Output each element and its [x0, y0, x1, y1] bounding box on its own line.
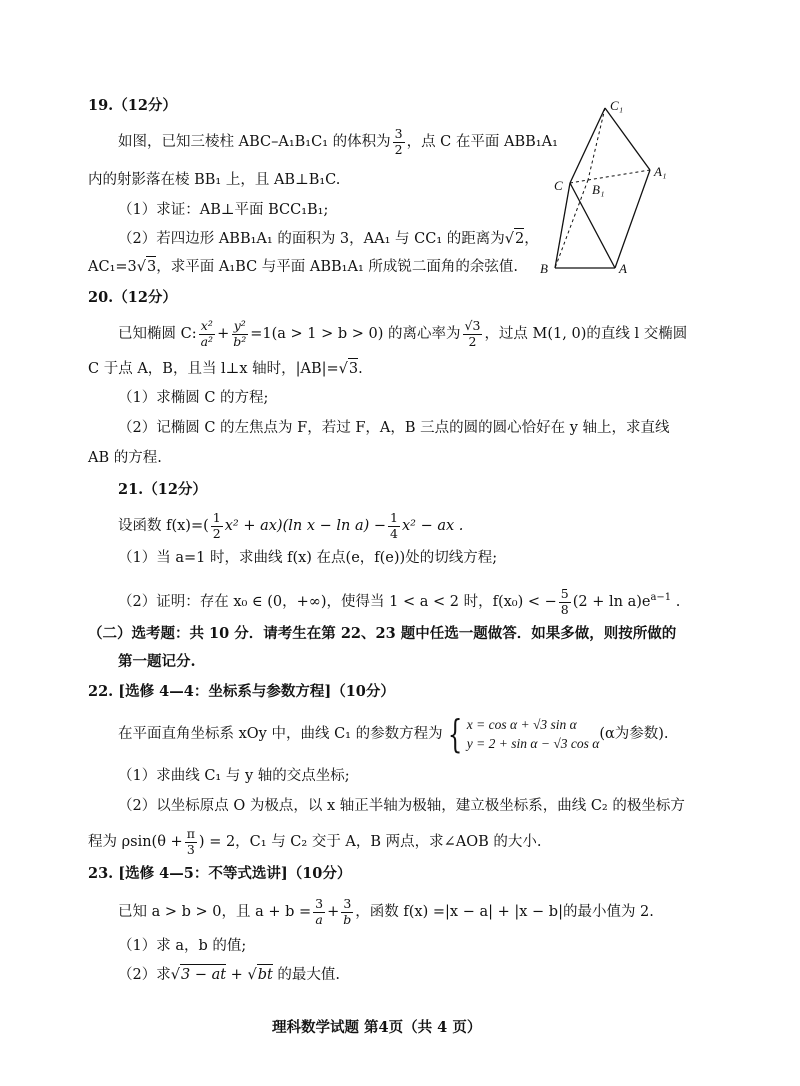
q21-part2: （2）证明：存在 x₀ ∈ (0，+∞)，使得当 1 < a < 2 时，f(x₀) < − $\frac{5}{8}$ $(2 + \ln a)e^{a-1}$ .	[118, 586, 681, 617]
q23-part1: （1）求 a，b 的值;	[118, 938, 247, 954]
page-footer: 理科数学试题 第4页（共 4 页）	[272, 1019, 482, 1036]
edge-c1-a1	[605, 108, 650, 170]
q19-part2-cont: AC₁=3√3，求平面 A₁BC 与平面 ABB₁A₁ 所成锐二面角的余弦值.	[88, 256, 518, 277]
q23-line1: 已知 a > b > 0，且 a + b = $\frac{3}{a}$ + $\frac{3}{b}$ ，函数 f(x) =|x − a| + |x − b|的最小值为 2.	[118, 896, 654, 927]
q20-part1: （1）求椭圆 C 的方程;	[118, 390, 269, 406]
optional-instructions: （二）选考题：共 10 分．请考生在第 22、23 题中任选一题做答．如果多做，则按所做的	[88, 625, 677, 642]
q22-heading: 22. [选修 4—4：坐标系与参数方程]（10分）	[88, 683, 395, 700]
q19-heading: 19.（12分）	[88, 97, 177, 114]
parametric-system: { x = cos α + √3 sin α y = 2 + sin α − √3 cos α	[447, 712, 600, 756]
q19-line2: 内的射影落在棱 BB₁ 上，且 AB⊥B₁C.	[88, 172, 341, 188]
q21-function: 设函数 f(x)=( $\frac{1}{2}$ x² + ax)(ln x − ln a) − $\frac{1}{4}$ x² − ax .	[118, 510, 464, 541]
q19-part2: （2）若四边形 ABB₁A₁ 的面积为 3，AA₁ 与 CC₁ 的距离为√2，	[118, 228, 539, 249]
q23-heading: 23. [选修 4—5：不等式选讲]（10分）	[88, 865, 352, 882]
edge-b1-a1	[588, 170, 650, 180]
edge-a1-a	[615, 170, 650, 268]
q22-part2: （2）以坐标原点 O 为极点，以 x 轴正半轴为极轴，建立极坐标系，曲线 C₂ 的极坐标方	[118, 798, 685, 814]
edge-c-b	[555, 183, 570, 268]
q20-line1: 已知椭圆 C: $\frac{\text{x²}}{\text{a²}}$ + $\frac{\text{y²}}{\text{b²}}$ =1(a > 1 > b > 0) 的离心率为 $\frac{√3}{2}$ ，过点 M(1, 0)的直线 l 交椭圆	[118, 318, 688, 349]
optional-instructions-cont: 第一题记分.	[118, 653, 196, 670]
q20-part2: （2）记椭圆 C 的左焦点为 F，若过 F，A，B 三点的圆的圆心恰好在 y 轴上，求直线	[118, 420, 670, 436]
prism-figure	[530, 98, 680, 278]
label-c1: C₁	[610, 98, 624, 113]
q20-heading: 20.（12分）	[88, 289, 177, 306]
q19-part1: （1）求证：AB⊥平面 BCC₁B₁;	[118, 202, 329, 218]
edge-b1-b	[555, 180, 588, 268]
label-c: C	[554, 178, 563, 193]
q19-line1: 如图，已知三棱柱 ABC–A₁B₁C₁ 的体积为 $\frac{3}{2}$ ，点 C 在平面 ABB₁A₁	[118, 126, 558, 157]
edge-c1-c	[570, 108, 605, 183]
label-a: A	[619, 261, 627, 276]
edge-c-b1	[570, 180, 588, 183]
label-b1: B₁	[592, 182, 605, 197]
volume-fraction: $\frac{3}{2}$	[394, 126, 403, 157]
q22-part1: （1）求曲线 C₁ 与 y 轴的交点坐标;	[118, 768, 350, 784]
q21-heading: 21.（12分）	[118, 481, 207, 498]
label-b: B	[540, 261, 548, 276]
q21-part1: （1）当 a=1 时，求曲线 f(x) 在点(e，f(e))处的切线方程;	[118, 550, 498, 566]
edge-c1-b1	[588, 108, 605, 180]
label-a1: A₁	[654, 164, 667, 179]
q22-line1: 在平面直角坐标系 xOy 中，曲线 C₁ 的参数方程为 { x = cos α + √3 sin α y = 2 + sin α − √3 cos α (α为参数).	[118, 712, 669, 756]
q20-line2: C 于点 A，B，且当 l⊥x 轴时，|AB|=√3.	[88, 358, 363, 379]
q23-part2: （2）求√3 − at + √bt 的最大值.	[118, 964, 340, 985]
q22-part2-cont: 程为 ρsin(θ + $\frac{\pi}{3}$ ) = 2，C₁ 与 C₂ 交于 A，B 两点，求∠AOB 的大小.	[88, 826, 542, 857]
q20-part2-cont: AB 的方程.	[88, 450, 162, 466]
